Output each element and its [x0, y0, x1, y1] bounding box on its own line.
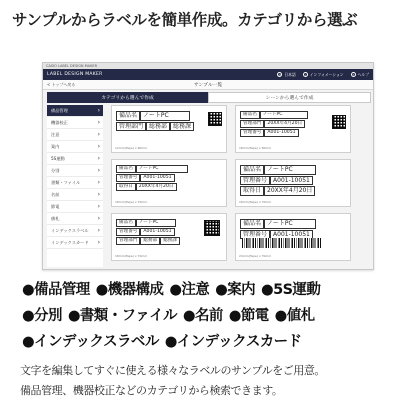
category-item: ●インデックスカード: [164, 334, 302, 350]
description: [20, 361, 404, 401]
description-line: 文字を編集してすぐに使える様々なラベルのサンプルをご用意。: [20, 364, 325, 377]
app-brand: LABEL DESIGN MAKER: [47, 72, 103, 77]
chevron-right-icon: ›: [97, 178, 100, 186]
category-list: [22, 278, 402, 356]
label-preview: 備品名 ノートPC 管理番号 A001-10051 管理部門 総務部 総務課: [116, 219, 222, 247]
language-button[interactable]: ◎ 日本語: [278, 71, 296, 77]
chevron-right-icon: ›: [97, 166, 100, 174]
window-titlebar: CASIO LABEL DESIGN MAKER: [43, 63, 373, 69]
sidebar-item-documents[interactable]: 書類・ファイル ›: [47, 177, 103, 189]
barcode: [242, 238, 322, 248]
sidebar-item-caution[interactable]: 注意 ›: [47, 129, 103, 141]
label-preview: 備品名 ノートPC 管理部門 総務部 総務課: [116, 111, 222, 139]
chevron-right-icon: ›: [97, 106, 100, 114]
category-item: ●名前: [182, 308, 223, 324]
tab-scene[interactable]: シーンから選んで作成: [208, 92, 371, 103]
qr-code: [208, 112, 222, 126]
sample-card[interactable]: 備品名 ノートPC 管理番号 A001-10051 管理部門 総務部 総務課 18mm(Tape) x 70mm: [111, 213, 227, 261]
category-line: [22, 278, 402, 299]
label-preview: 備品名 ノートPC 管理番号 A001-10051: [240, 219, 346, 247]
qr-code: [204, 220, 220, 236]
chevron-right-icon: ›: [97, 190, 100, 198]
page-title: サンプル一覧: [193, 83, 223, 88]
tab-category[interactable]: カテゴリから選んで作成: [47, 92, 208, 103]
breadcrumb: [43, 80, 373, 90]
sample-card[interactable]: 備品名 ノートPC 管理部門 総務部 総務課 12mm(Tape) x 60mm: [111, 105, 227, 153]
category-item: ●値札: [274, 308, 315, 324]
label-preview: 備品名 ノートPC 管理部門 20XX年4月20日 管理番号 A001-10051: [240, 111, 346, 139]
back-to-top-link[interactable]: < トップへ戻る: [47, 81, 76, 87]
category-item: ●案内: [215, 282, 256, 298]
description-line: 備品管理、機器校正などのカテゴリから検索できます。: [20, 384, 283, 397]
sample-card[interactable]: 備品名 ノートPC 管理番号 A001-10051 取得日 20XX年4月20日 18mm(Tape) x 70mm: [111, 159, 227, 207]
sidebar-item-guide[interactable]: 案内 ›: [47, 141, 103, 153]
sidebar-item-calibration[interactable]: 機器校正 ›: [47, 117, 103, 129]
chevron-right-icon: ›: [97, 154, 100, 162]
label-preview: 備品名 ノートPC 管理番号 A001-10051 取得日 20XX年4月20日: [116, 165, 222, 193]
sidebar-item-sorting[interactable]: 分別 ›: [47, 165, 103, 177]
category-item: ●注意: [169, 282, 210, 298]
category-item: ●5S運動: [261, 282, 321, 298]
chevron-right-icon: ›: [97, 238, 100, 246]
help-button[interactable]: ? ヘルプ: [352, 71, 369, 77]
category-item: ●書類・ファイル: [67, 308, 177, 324]
category-item: ●インデックスラベル: [22, 334, 159, 350]
chevron-right-icon: ›: [97, 118, 100, 126]
category-item: ●機器構成: [95, 282, 164, 298]
chevron-right-icon: ›: [97, 142, 100, 150]
label-preview: 備品名 ノートPC 管理番号 A001-10051 取得日 20XX年4月20日: [240, 165, 346, 193]
category-line: [22, 304, 402, 325]
app-header: [43, 69, 373, 80]
sample-card[interactable]: 備品名 ノートPC 管理番号 A001-10051 24mm(Tape) x 70mm: [235, 213, 351, 261]
sidebar-item-index-card[interactable]: インデックスカード ›: [47, 237, 103, 249]
sidebar-item-equipment[interactable]: 備品管理 ›: [47, 105, 103, 117]
chevron-right-icon: ›: [97, 226, 100, 234]
category-line: [22, 330, 402, 351]
globe-icon: ◎: [278, 73, 282, 77]
app-window: [42, 62, 374, 270]
sample-grid: [107, 105, 371, 269]
tab-bar: [47, 92, 371, 103]
sidebar-item-names[interactable]: 名前 ›: [47, 189, 103, 201]
chevron-right-icon: ›: [97, 130, 100, 138]
sidebar-item-index-label[interactable]: インデックスラベル ›: [47, 225, 103, 237]
information-button[interactable]: i インフォメーション: [303, 72, 344, 78]
sidebar-item-power-saving[interactable]: 節電 ›: [47, 201, 103, 213]
category-item: ●分別: [22, 308, 62, 324]
chevron-right-icon: ›: [97, 202, 100, 210]
sidebar-item-price-tag[interactable]: 値札 ›: [47, 213, 103, 225]
info-icon: i: [303, 72, 308, 77]
category-item: ●節電: [228, 308, 269, 324]
category-item: ●備品管理: [22, 282, 90, 298]
help-icon: ?: [352, 73, 354, 77]
category-sidebar: [47, 105, 103, 267]
sample-card[interactable]: 備品名 ノートPC 管理番号 A001-10051 取得日 20XX年4月20日 18mm(Tape) x 70mm: [235, 159, 351, 207]
sample-card[interactable]: 備品名 ノートPC 管理部門 20XX年4月20日 管理番号 A001-10051 18mm(Tape) x 60mm: [235, 105, 351, 153]
chevron-right-icon: ›: [97, 214, 100, 222]
sidebar-item-5s[interactable]: 5S運動 ›: [47, 153, 103, 165]
qr-code: [332, 115, 346, 129]
headline: サンプルからラベルを簡単作成。カテゴリから選ぶ: [12, 11, 358, 29]
